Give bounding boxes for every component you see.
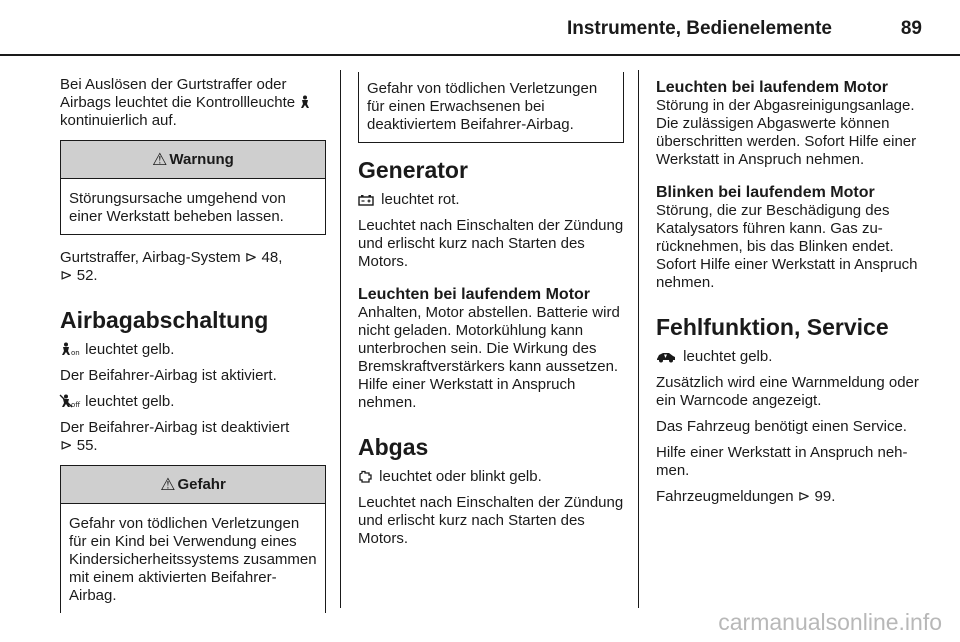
column-3 bbox=[656, 76, 926, 514]
service-text-1: Zusätzlich wird eine Warnmeldung oder ein Warncode angezeigt. bbox=[656, 374, 919, 409]
column-divider-2 bbox=[638, 70, 639, 608]
danger-continued-text: Gefahr von tödlichen Verletzungen für einen Erwachsenen bei deaktiviertem Beifahrer-Airbag. bbox=[367, 80, 598, 133]
danger-box bbox=[60, 465, 326, 613]
exhaust-status: leuchtet oder blinkt gelb. bbox=[379, 468, 542, 485]
vehicle-messages-page: 99. bbox=[814, 488, 836, 505]
intro-text: Bei Auslösen der Gurtstraffer oder Airbags leuchtet die Kontrollleuchte bbox=[60, 76, 296, 111]
site-watermark: carmanualsonline.info bbox=[718, 609, 942, 635]
malfunction-service-heading: Fehlfunktion, Service bbox=[656, 314, 889, 340]
vehicle-messages-text: Fahrzeugmeldungen bbox=[656, 488, 794, 505]
airbag-off-line bbox=[60, 393, 326, 411]
warning-box bbox=[60, 140, 326, 235]
airbag-on-line bbox=[60, 341, 326, 359]
page-header-title: Instrumente, Bedienelemente bbox=[566, 18, 832, 39]
crossref-page-1: 48, bbox=[261, 249, 283, 266]
crossref-page-2: 52. bbox=[76, 267, 98, 284]
warning-title: Warnung bbox=[169, 150, 234, 168]
airbag-on-text: Der Beifahrer-Airbag ist aktiviert. bbox=[60, 367, 277, 384]
blinking-running-heading: Blinken bei laufendem Motor bbox=[656, 184, 875, 201]
blinking-running-text: Störung, die zur Beschädigung des Katalysators führen kann. Gas zurücknehmen, bis das Blinken endet. Sofort Hilfe einer Werkstatt in Anspruch nehmen. bbox=[656, 202, 918, 291]
service-status: leuchtet gelb. bbox=[683, 348, 773, 365]
battery-icon bbox=[358, 194, 374, 206]
page-ref-arrow-icon: ⊳ bbox=[60, 267, 73, 284]
exhaust-running-heading: Leuchten bei laufendem Motor bbox=[656, 79, 889, 96]
service-status-line bbox=[656, 348, 926, 366]
airbag-off-status: leuchtet gelb. bbox=[85, 393, 175, 410]
exhaust-running-text: Störung in der Abgasreinigungsanlage. Die zulässigen Abgaswerte können überschritten werden. Sofort Hilfe einer Werkstatt in Anspruch nehmen. bbox=[656, 97, 917, 168]
airbag-off-text: Der Beifahrer-Airbag ist deaktiviert bbox=[60, 419, 290, 436]
service-text-2: Das Fahrzeug benötigt einen Service. bbox=[656, 418, 907, 435]
airbag-off-page: 55. bbox=[76, 437, 98, 454]
header-divider bbox=[0, 54, 960, 56]
danger-triangle-icon: ⚠ bbox=[160, 474, 176, 494]
airbag-deactivation-heading: Airbagabschaltung bbox=[60, 307, 269, 333]
seat-occupant-icon bbox=[299, 95, 311, 109]
danger-title: Gefahr bbox=[177, 475, 226, 493]
column-2 bbox=[358, 72, 624, 556]
danger-box-continued bbox=[358, 72, 624, 143]
airbag-intro-paragraph bbox=[60, 76, 326, 130]
page-ref-arrow-icon: ⊳ bbox=[244, 249, 258, 266]
crossref-paragraph bbox=[60, 249, 326, 285]
service-text-3: Hilfe einer Werkstatt in Anspruch nehmen. bbox=[656, 444, 908, 479]
generator-status-line bbox=[358, 191, 624, 209]
airbag-on-status: leuchtet gelb. bbox=[85, 341, 175, 358]
danger-box-header bbox=[61, 466, 325, 504]
warning-triangle-icon: ⚠ bbox=[152, 149, 168, 169]
vehicle-messages-ref bbox=[656, 488, 926, 506]
engine-icon bbox=[358, 470, 372, 483]
svg-text:on: on bbox=[71, 349, 80, 357]
airbag-on-icon bbox=[60, 342, 78, 356]
exhaust-status-line bbox=[358, 468, 624, 486]
exhaust-heading: Abgas bbox=[358, 434, 429, 460]
airbag-off-icon bbox=[60, 394, 81, 409]
service-car-icon bbox=[656, 351, 676, 363]
intro-end-text: kontinuierlich auf. bbox=[60, 112, 177, 129]
column-1 bbox=[60, 76, 326, 627]
generator-heading: Generator bbox=[358, 157, 468, 183]
generator-running-text: Anhalten, Motor abstellen. Batterie wird nicht geladen. Motorkühlung kann unterbrochen sein. Die Wirkung des Bremskraftverstärkers kann aussetzen. Hilfe einer Werkstatt in Anspruch nehmen. bbox=[358, 304, 620, 411]
svg-text:off: off bbox=[71, 401, 81, 409]
generator-running-heading: Leuchten bei laufendem Motor bbox=[358, 286, 591, 303]
warning-text: Störungsursache umgehend von einer Werkstatt beheben lassen. bbox=[69, 190, 286, 225]
warning-box-header bbox=[61, 141, 325, 179]
generator-text: Leuchtet nach Einschalten der Zündung und erlischt kurz nach Starten des Motors. bbox=[358, 217, 624, 270]
crossref-text: Gurtstraffer, Airbag-System bbox=[60, 249, 241, 266]
generator-status: leuchtet rot. bbox=[381, 191, 460, 208]
page-ref-arrow-icon: ⊳ bbox=[60, 437, 73, 454]
exhaust-text: Leuchtet nach Einschalten der Zündung und erlischt kurz nach Starten des Motors. bbox=[358, 494, 624, 547]
page-ref-arrow-icon: ⊳ bbox=[797, 488, 811, 505]
airbag-off-paragraph bbox=[60, 419, 326, 455]
danger-text: Gefahr von tödlichen Verletzungen für ein Kind bei Verwendung eines Kindersicherheitssystems zusammen mit einem aktivierten Beifahrer-Airbag. bbox=[69, 515, 317, 604]
page-number: 89 bbox=[900, 18, 922, 39]
column-divider-1 bbox=[340, 70, 341, 608]
